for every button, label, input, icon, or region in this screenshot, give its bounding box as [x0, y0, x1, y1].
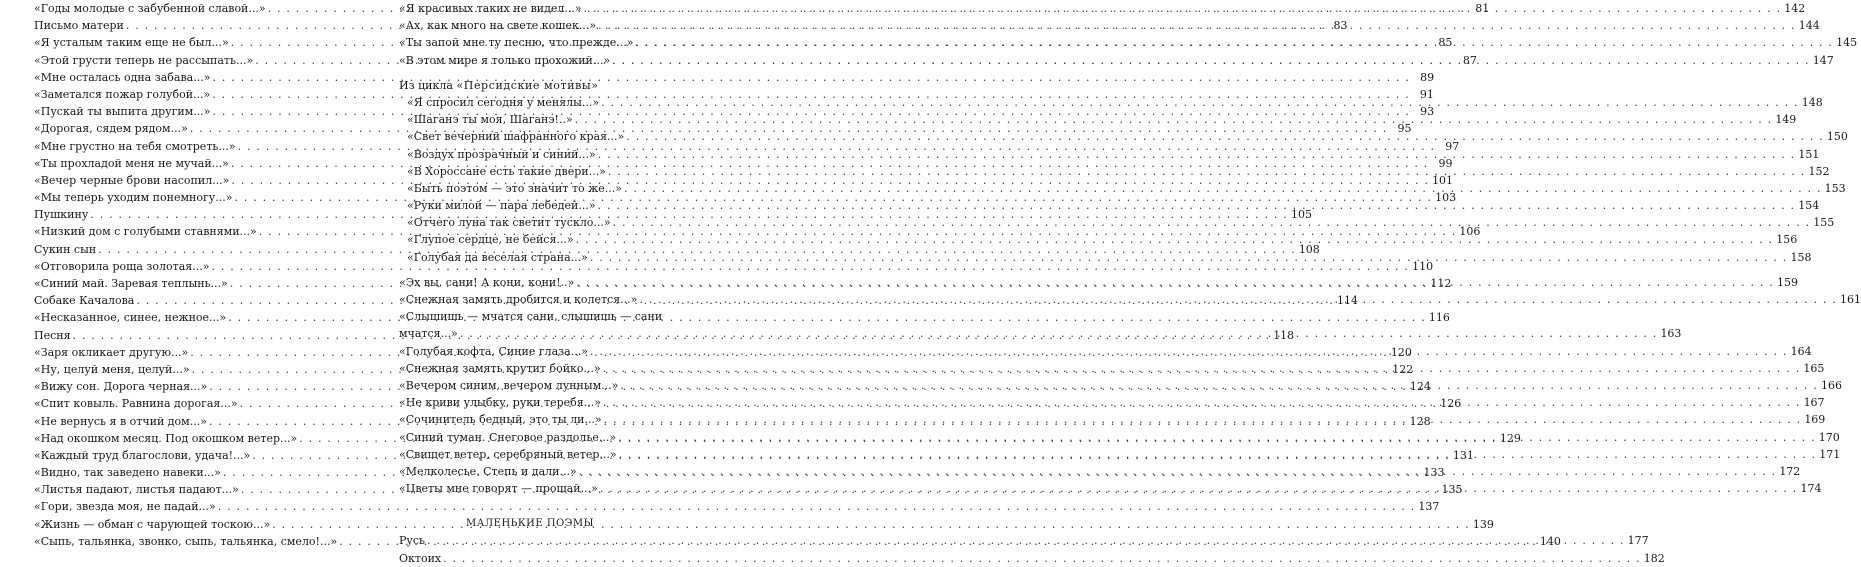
- toc-page-number: 154: [1798, 199, 1820, 213]
- toc-title: «Мы теперь уходим понемногу...»: [34, 191, 233, 205]
- toc-page-number: 114: [1337, 294, 1359, 308]
- dot-leader: [603, 394, 1801, 411]
- toc-page-number: 151: [1798, 147, 1820, 161]
- toc-page-number: 129: [1499, 431, 1521, 445]
- toc-page-number: 174: [1800, 482, 1822, 496]
- toc-page-number: 95: [1397, 122, 1412, 136]
- toc-title: Собаке Качалова: [34, 294, 135, 308]
- toc-page-number: 128: [1409, 414, 1431, 428]
- dot-leader: [626, 128, 1824, 145]
- dot-leader: [212, 69, 1410, 86]
- toc-title: «Низкий дом с голубыми ставнями...»: [34, 225, 257, 239]
- toc-page-number: 120: [1390, 345, 1412, 359]
- dot-leader: [613, 214, 1811, 231]
- toc-title: «Синий май. Заревая теплынь...»: [34, 277, 228, 290]
- toc-page-number: 106: [1459, 225, 1481, 239]
- toc-page-number: 137: [1418, 500, 1440, 514]
- toc-title: «Сыпь, тальянка, звонко, сыпь, тальянка, смело!...»: [34, 534, 338, 548]
- dot-leader: [636, 34, 1834, 51]
- toc-entry[interactable]: [34, 498, 1440, 515]
- toc-title: «Каждый труд благослови, удача!...»: [34, 448, 251, 462]
- toc-page-number: 171: [1819, 447, 1841, 461]
- toc-title: «Эх вы, сани! А кони, кони!..»: [399, 275, 575, 289]
- dot-leader: [590, 343, 1788, 360]
- toc-page-number: 99: [1438, 156, 1453, 170]
- toc-page-number: 108: [1298, 242, 1320, 256]
- toc-title: «Мне осталась одна забава...»: [34, 70, 211, 84]
- toc-title: «Голубая кофта. Синие глаза...»: [399, 344, 588, 358]
- toc-page-number: 112: [1430, 277, 1452, 290]
- toc-page-number: 91: [1419, 87, 1434, 101]
- toc-title: «Ты прохладой меня не мучай...»: [34, 156, 229, 170]
- toc-page-number: 139: [1472, 517, 1494, 531]
- toc-page-number: 161: [1840, 293, 1861, 306]
- toc-title: «Снежная замять крутит бойко...»: [399, 361, 601, 375]
- toc-page-number: 83: [1333, 19, 1348, 33]
- toc-title: «Ну, целуй меня, целуй...»: [34, 362, 190, 376]
- toc-title: «Видно, так заведено навеки...»: [34, 466, 221, 480]
- toc-page-number: 89: [1420, 70, 1435, 84]
- toc-page-number: 159: [1777, 275, 1799, 289]
- toc-title: «Синий туман. Снеговое раздолье...»: [399, 430, 617, 444]
- toc-page-number: 170: [1818, 430, 1840, 444]
- toc-title: «Ты запой мне ту песню, что прежде...»: [399, 36, 634, 50]
- toc-title: Октоих: [399, 551, 442, 565]
- toc-page-number: 116: [1428, 311, 1450, 325]
- toc-page-number: 172: [1779, 464, 1801, 478]
- toc-page-number: 169: [1804, 413, 1826, 427]
- toc-page-number: 163: [1660, 327, 1682, 341]
- dot-leader: [576, 274, 1774, 291]
- toc-entry[interactable]: [34, 258, 1434, 275]
- toc-title: «Вечер черные брови насопил...»: [34, 173, 230, 187]
- toc-title: «Цветы мне говорят — прощай...»: [399, 482, 598, 496]
- dot-leader: [579, 463, 1777, 480]
- toc-title: «Руки милой — пара лебедей...»: [407, 199, 596, 213]
- toc-title: «Ах, как много на свете кошек...»: [399, 19, 597, 33]
- toc-title: «Заря окликает другую...»: [34, 345, 189, 359]
- toc-title: Письмо матери: [34, 19, 124, 33]
- dot-leader: [601, 94, 1799, 111]
- toc-page-number: 152: [1808, 164, 1830, 178]
- toc-page-number: 167: [1803, 396, 1825, 410]
- toc-page-number: 122: [1392, 362, 1414, 376]
- toc-title: «В этом мире я только прохожий...»: [399, 53, 611, 67]
- toc-page-number: 126: [1440, 397, 1462, 411]
- toc-title: Русь: [399, 534, 426, 548]
- dot-leader: [590, 249, 1788, 266]
- toc-page-number: 103: [1435, 191, 1457, 205]
- toc-title: «Этой грусти теперь не рассыпать...»: [34, 53, 254, 67]
- toc-entry-multiline-line2[interactable]: мчатся...» . . . 163: [399, 325, 681, 342]
- toc-title: «Заметался пожар голубой...»: [34, 87, 211, 101]
- toc-title: «Я усталым таким еще не был...»: [34, 36, 229, 50]
- toc-title: Сукин сын: [34, 242, 97, 256]
- toc-page-number: 118: [1273, 328, 1295, 342]
- toc-title: «В Хороссане есть такие двери...»: [407, 164, 606, 178]
- toc-title: «Снежная замять дробится и колется...»: [399, 293, 638, 306]
- toc-title: «Быть поэтом — это значит то же...»: [407, 181, 623, 195]
- toc-title: «Шаганэ ты моя, Шаганэ!..»: [407, 113, 573, 127]
- toc-page-number: 147: [1812, 53, 1834, 67]
- toc-page-number: 156: [1776, 233, 1798, 247]
- dot-leader: [575, 111, 1773, 128]
- dot-leader: [618, 429, 1816, 446]
- toc-title: «Свищет ветер, серебряный ветер...»: [399, 447, 617, 461]
- toc-page-number: 164: [1790, 344, 1812, 358]
- toc-page-number: 165: [1803, 361, 1825, 375]
- toc-page-number: 142: [1784, 2, 1806, 15]
- toc-title: «Мелколесье. Степь и дали...»: [399, 464, 577, 478]
- toc-title: «Листья падают, листья падают...»: [34, 483, 239, 497]
- toc-page-number: 81: [1475, 2, 1490, 15]
- poems-heading: МАЛЕНЬКИЕ ПОЭМЫ: [465, 518, 594, 530]
- toc-title: «Не криви улыбку, руки теребя...»: [399, 396, 601, 410]
- toc-entry-multiline-line1[interactable]: «Слышишь — мчатся сани, слышишь — сани: [399, 310, 663, 324]
- toc-page-number: 150: [1826, 130, 1848, 144]
- toc-title: «Спит ковыль. Равнина дорогая...»: [34, 397, 238, 411]
- toc-title: «Голубая да веселая страна...»: [407, 250, 588, 264]
- dot-leader: [218, 498, 1416, 515]
- toc-title: «Годы молодые с забубенной славой...»: [34, 2, 266, 15]
- toc-title: «Несказанное, синее, нежное...»: [34, 311, 227, 325]
- toc-title: «Свет вечерний шафранного края...»: [407, 130, 625, 144]
- dot-leader: [598, 197, 1796, 214]
- dot-leader: [624, 180, 1822, 197]
- toc-title: «Я спросил сегодня у менялы...»: [407, 95, 600, 109]
- toc-page-number: 135: [1441, 483, 1463, 497]
- toc-page-number: 97: [1445, 139, 1460, 153]
- cycle-heading: [399, 77, 681, 94]
- toc-page-number: 133: [1423, 466, 1445, 480]
- dot-leader: [443, 550, 1641, 567]
- toc-title: «Не вернусь я в отчий дом...»: [34, 414, 207, 428]
- toc-page-number: 87: [1462, 53, 1477, 67]
- toc-page-number: 158: [1790, 250, 1812, 264]
- toc-title: «Сочинитель бедный, это ты ли...»: [399, 413, 602, 427]
- toc-page-number: 144: [1798, 19, 1820, 33]
- toc-page-number: 131: [1452, 448, 1474, 462]
- toc-page-number: 153: [1824, 181, 1846, 195]
- toc-page-number: 110: [1412, 259, 1434, 273]
- toc-title: «Гори, звезда моя, не падай...»: [34, 500, 216, 514]
- toc-title: «Дорогая, сядем рядом...»: [34, 122, 188, 136]
- toc-title: Песня: [34, 328, 71, 342]
- toc-title: «Над окошком месяц. Под окошком ветер...»: [34, 431, 298, 445]
- dot-leader: [576, 231, 1774, 248]
- toc-page-number: 155: [1813, 216, 1835, 230]
- toc-entry[interactable]: [399, 550, 1665, 567]
- toc-title: «Отговорила роща золотая...»: [34, 259, 210, 273]
- dot-leader: [612, 52, 1810, 69]
- dot-leader: [598, 17, 1796, 34]
- dot-leader: [608, 163, 1806, 180]
- toc-page-number: 148: [1801, 95, 1823, 109]
- toc-title: Пушкину: [34, 208, 89, 222]
- dot-leader: [460, 325, 1658, 342]
- dot-leader: [619, 446, 1817, 463]
- toc-page-number: 149: [1775, 113, 1797, 127]
- cycle-heading-prefix: Из цикла: [399, 78, 453, 92]
- dot-leader: [603, 360, 1801, 377]
- toc-title: «Глупое сердце, не бейся...»: [407, 233, 574, 247]
- cycle-heading-name: «Персидские мотивы»: [456, 78, 599, 92]
- toc-page-number: 85: [1438, 36, 1453, 50]
- toc-page-number: 140: [1539, 534, 1561, 548]
- dot-leader: [427, 532, 1625, 549]
- toc-title: «Я красивых таких не видел...»: [399, 2, 582, 15]
- toc-page-number: 166: [1821, 378, 1843, 392]
- dot-leader: [604, 411, 1802, 428]
- toc-page-number: 101: [1432, 173, 1454, 187]
- toc-page-number: 145: [1836, 36, 1858, 50]
- toc-title: «Воздух прозрачный и синий...»: [407, 147, 596, 161]
- toc-page-number: 177: [1627, 534, 1649, 548]
- toc-title: «Отчего луна так светит тускло...»: [407, 216, 611, 230]
- dot-leader: [600, 480, 1798, 497]
- toc-title: «Пускай ты выпита другим...»: [34, 105, 211, 119]
- toc-page-number: 124: [1409, 380, 1431, 394]
- dot-leader: [584, 0, 1782, 17]
- toc-title: «Жизнь — обман с чарующей тоскою...»: [34, 517, 271, 531]
- dot-leader: [639, 291, 1837, 308]
- dot-leader: [620, 377, 1818, 394]
- toc-title: «Вечером синим, вечером лунным...»: [399, 378, 619, 392]
- toc-page-number: 93: [1420, 105, 1435, 119]
- dot-leader: [598, 146, 1796, 163]
- toc-title: «Мне грустно на тебя смотреть...»: [34, 139, 236, 153]
- toc-title: «Вижу сон. Дорога черная...»: [34, 380, 208, 394]
- toc-page-number: 182: [1643, 551, 1665, 565]
- toc-page-number: 105: [1290, 208, 1312, 222]
